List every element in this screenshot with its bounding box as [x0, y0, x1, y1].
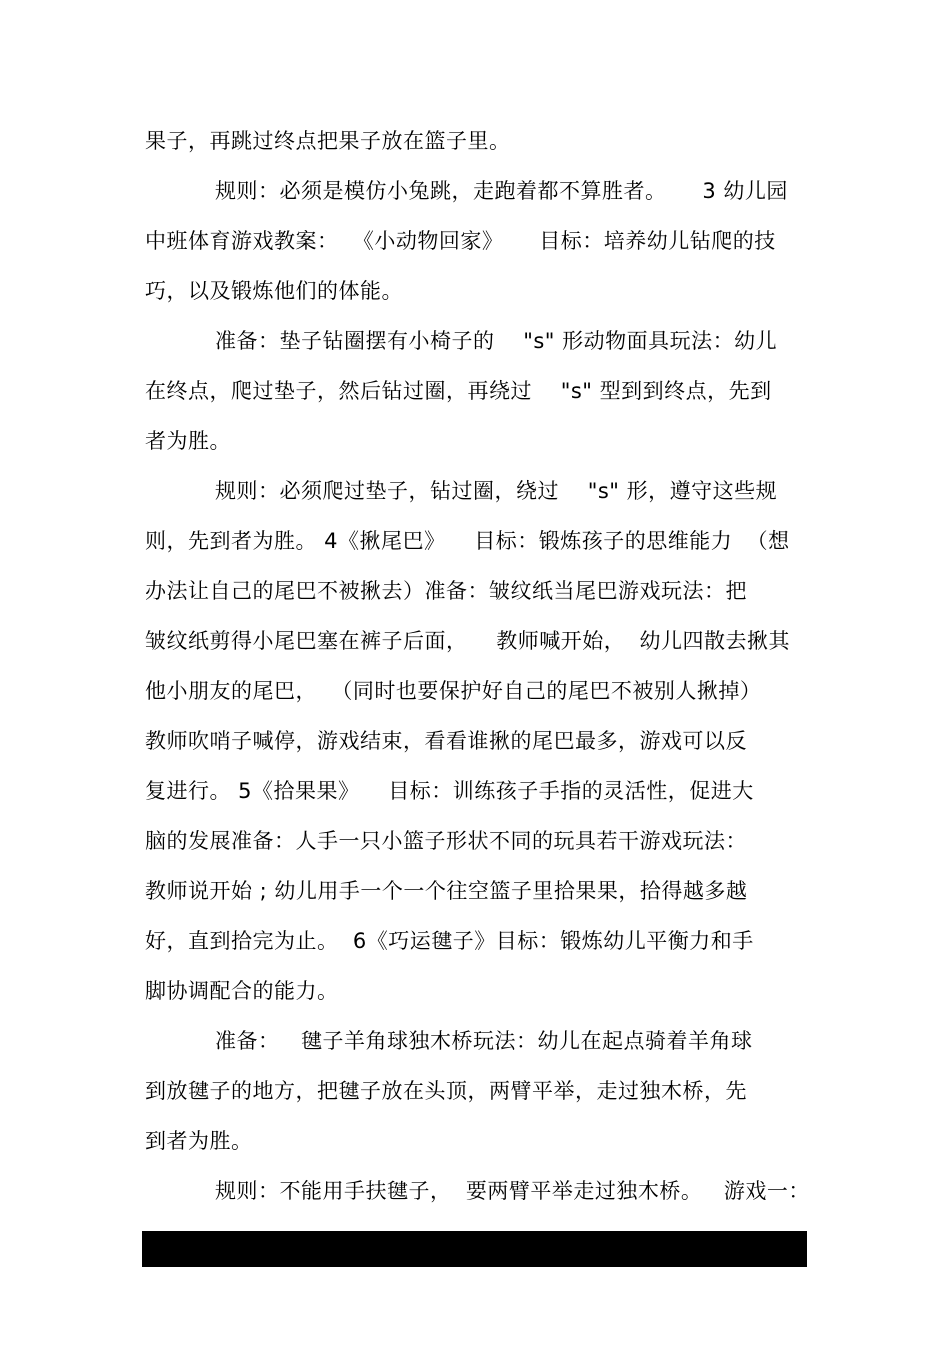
text-line-17: 好，直到拾完为止。 6《巧运毽子》目标：锻炼幼儿平衡力和手 — [145, 929, 754, 953]
text-line-18: 脚协调配合的能力。 — [145, 979, 339, 1003]
text-line-4: 巧，以及锻炼他们的体能。 — [145, 279, 403, 303]
text-line-7: 者为胜。 — [145, 429, 231, 453]
text-line-5: 准备：垫子钻圈摆有小椅子的 "s" 形动物面具玩法：幼儿 — [215, 329, 778, 353]
text-line-22: 规则：不能用手扶毽子， 要两臂平举走过独木桥。 游戏一： — [215, 1179, 810, 1203]
text-line-9: 则，先到者为胜。 4《揪尾巴》 目标：锻炼孩子的思维能力 （想 — [145, 529, 790, 553]
redaction-bar — [142, 1231, 807, 1267]
text-line-2: 规则：必须是模仿小兔跳，走跑着都不算胜者。 3 幼儿园 — [215, 179, 788, 203]
text-line-11: 皱纹纸剪得小尾巴塞在裤子后面， 教师喊开始， 幼儿四散去揪其 — [145, 629, 791, 653]
text-line-21: 到者为胜。 — [145, 1129, 253, 1153]
text-line-15: 脑的发展准备：人手一只小篮子形状不同的玩具若干游戏玩法： — [145, 829, 747, 853]
text-line-12: 他小朋友的尾巴， （同时也要保护好自己的尾巴不被别人揪掉） — [145, 679, 762, 703]
text-line-14: 复进行。 5《拾果果》 目标：训练孩子手指的灵活性，促进大 — [145, 779, 754, 803]
text-line-3: 中班体育游戏教案： 《小动物回家》 目标：培养幼儿钻爬的技 — [145, 229, 776, 253]
text-line-19: 准备： 毽子羊角球独木桥玩法：幼儿在起点骑着羊角球 — [215, 1029, 753, 1053]
text-line-16: 教师说开始 ; 幼儿用手一个一个往空篮子里拾果果，拾得越多越 — [145, 879, 748, 903]
text-line-20: 到放毽子的地方，把毽子放在头顶，两臂平举，走过独木桥，先 — [145, 1079, 747, 1103]
text-line-13: 教师吹哨子喊停，游戏结束，看看谁揪的尾巴最多，游戏可以反 — [145, 729, 747, 753]
text-line-1: 果子，再跳过终点把果子放在篮子里。 — [145, 129, 511, 153]
text-line-8: 规则：必须爬过垫子，钻过圈，绕过 "s" 形，遵守这些规 — [215, 479, 778, 503]
text-line-10: 办法让自己的尾巴不被揪去）准备：皱纹纸当尾巴游戏玩法：把 — [145, 579, 747, 603]
text-line-6: 在终点，爬过垫子，然后钻过圈，再绕过 "s" 型到到终点，先到 — [145, 379, 772, 403]
